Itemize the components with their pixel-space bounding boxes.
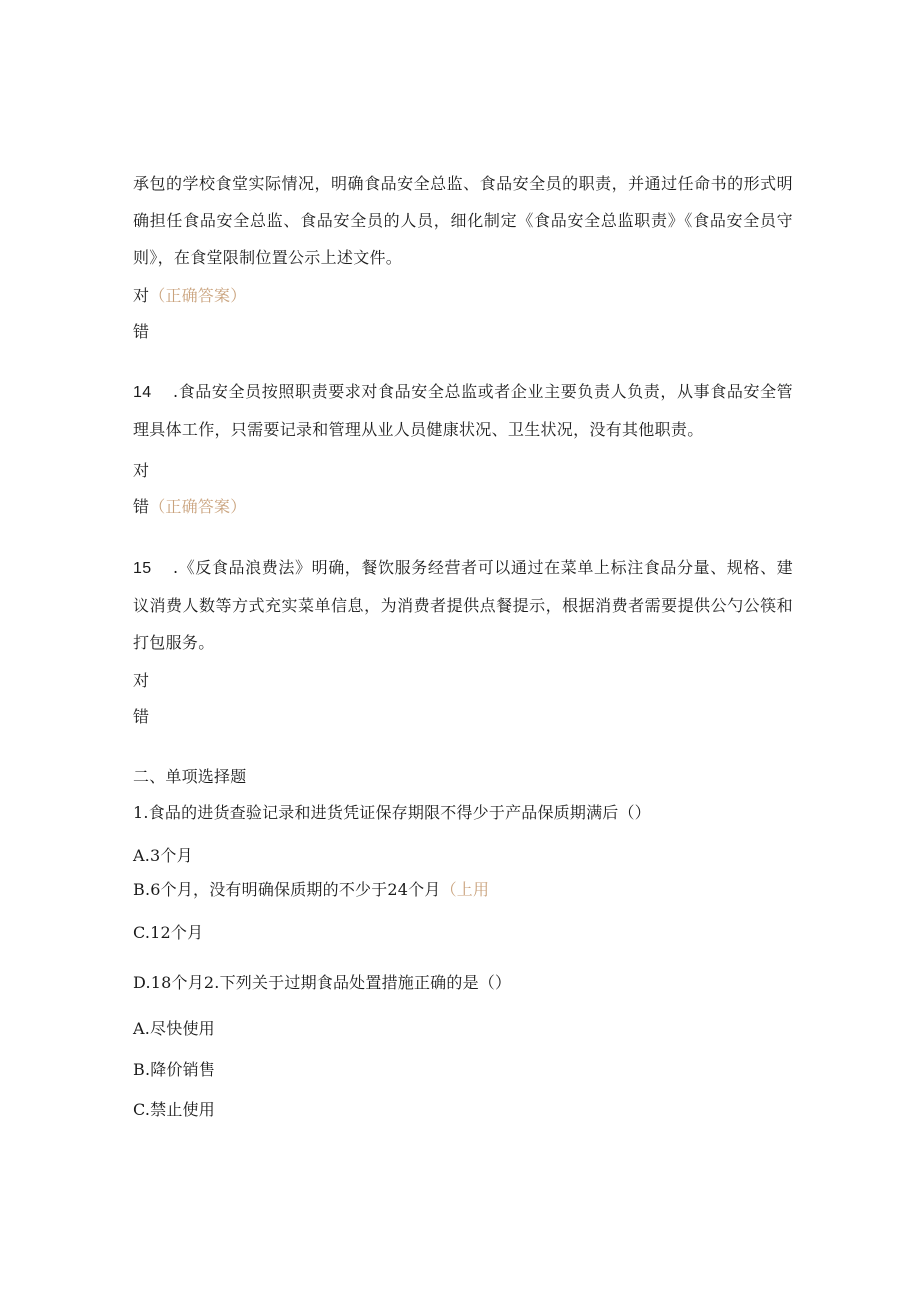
option-label: 错 <box>133 707 150 726</box>
mc1-option-c[interactable]: C.12个月 <box>133 923 204 942</box>
question-number: 15 <box>133 560 152 577</box>
option-label: B.6个月，没有明确保质期的不少于24个月 <box>133 880 441 899</box>
section-title: 二、单项选择题 <box>133 767 247 786</box>
correct-answer-mark: （正确答案） <box>149 497 247 516</box>
question-number: 14 <box>133 384 152 401</box>
question-13-option-false[interactable] <box>133 322 149 342</box>
question-14-body: .食品安全员按照职责要求对食品安全总监或者企业主要负责人负责，从事食品安全管理具体工作，只需要记录和管理从业人员健康状况、卫生状况，没有其他职责。 <box>133 382 793 439</box>
question-15-text <box>133 549 793 661</box>
option-label: 对 <box>133 671 150 690</box>
mc2-option-c[interactable]: C.禁止使用 <box>133 1100 215 1119</box>
question-13-option-true[interactable] <box>133 286 246 306</box>
option-label: 对 <box>133 286 150 305</box>
mc2-option-a[interactable]: A.尽快使用 <box>133 1019 215 1038</box>
question-14-text <box>133 373 793 448</box>
correct-answer-mark: （正确答案） <box>149 286 247 305</box>
mc2-option-b[interactable]: B.降价销售 <box>133 1060 216 1079</box>
question-15-option-true[interactable] <box>133 671 149 691</box>
question-13-body: 承包的学校食堂实际情况，明确食品安全总监、食品安全员的职责，并通过任命书的形式明确担任食品安全总监、食品安全员的人员，细化制定《食品安全总监职责》《食品安全员守则》，在食堂限制位置公示上述文件。 <box>133 174 793 267</box>
question-15-body: .《反食品浪费法》明确，餐饮服务经营者可以通过在菜单上标注食品分量、规格、建议消费人数等方式充实菜单信息，为消费者提供点餐提示，根据消费者需要提供公勺公筷和打包服务。 <box>133 558 793 652</box>
mc1-option-b[interactable] <box>133 880 489 900</box>
option-label: 错 <box>133 497 150 516</box>
mc1-option-d-and-question-2[interactable]: D.18个月2.下列关于过期食品处置措施正确的是（） <box>133 973 512 992</box>
option-label: 错 <box>133 322 150 341</box>
mc-question-1: 1.食品的进货查验记录和进货凭证保存期限不得少于产品保质期满后（） <box>133 803 651 822</box>
question-14-option-false[interactable] <box>133 497 246 517</box>
question-15-option-false[interactable] <box>133 707 149 727</box>
option-label: 对 <box>133 461 150 480</box>
question-14-option-true[interactable] <box>133 461 149 481</box>
question-13-text <box>133 165 793 276</box>
correct-answer-mark: （上用 <box>440 880 490 899</box>
mc1-option-a[interactable]: A.3个月 <box>133 846 193 865</box>
